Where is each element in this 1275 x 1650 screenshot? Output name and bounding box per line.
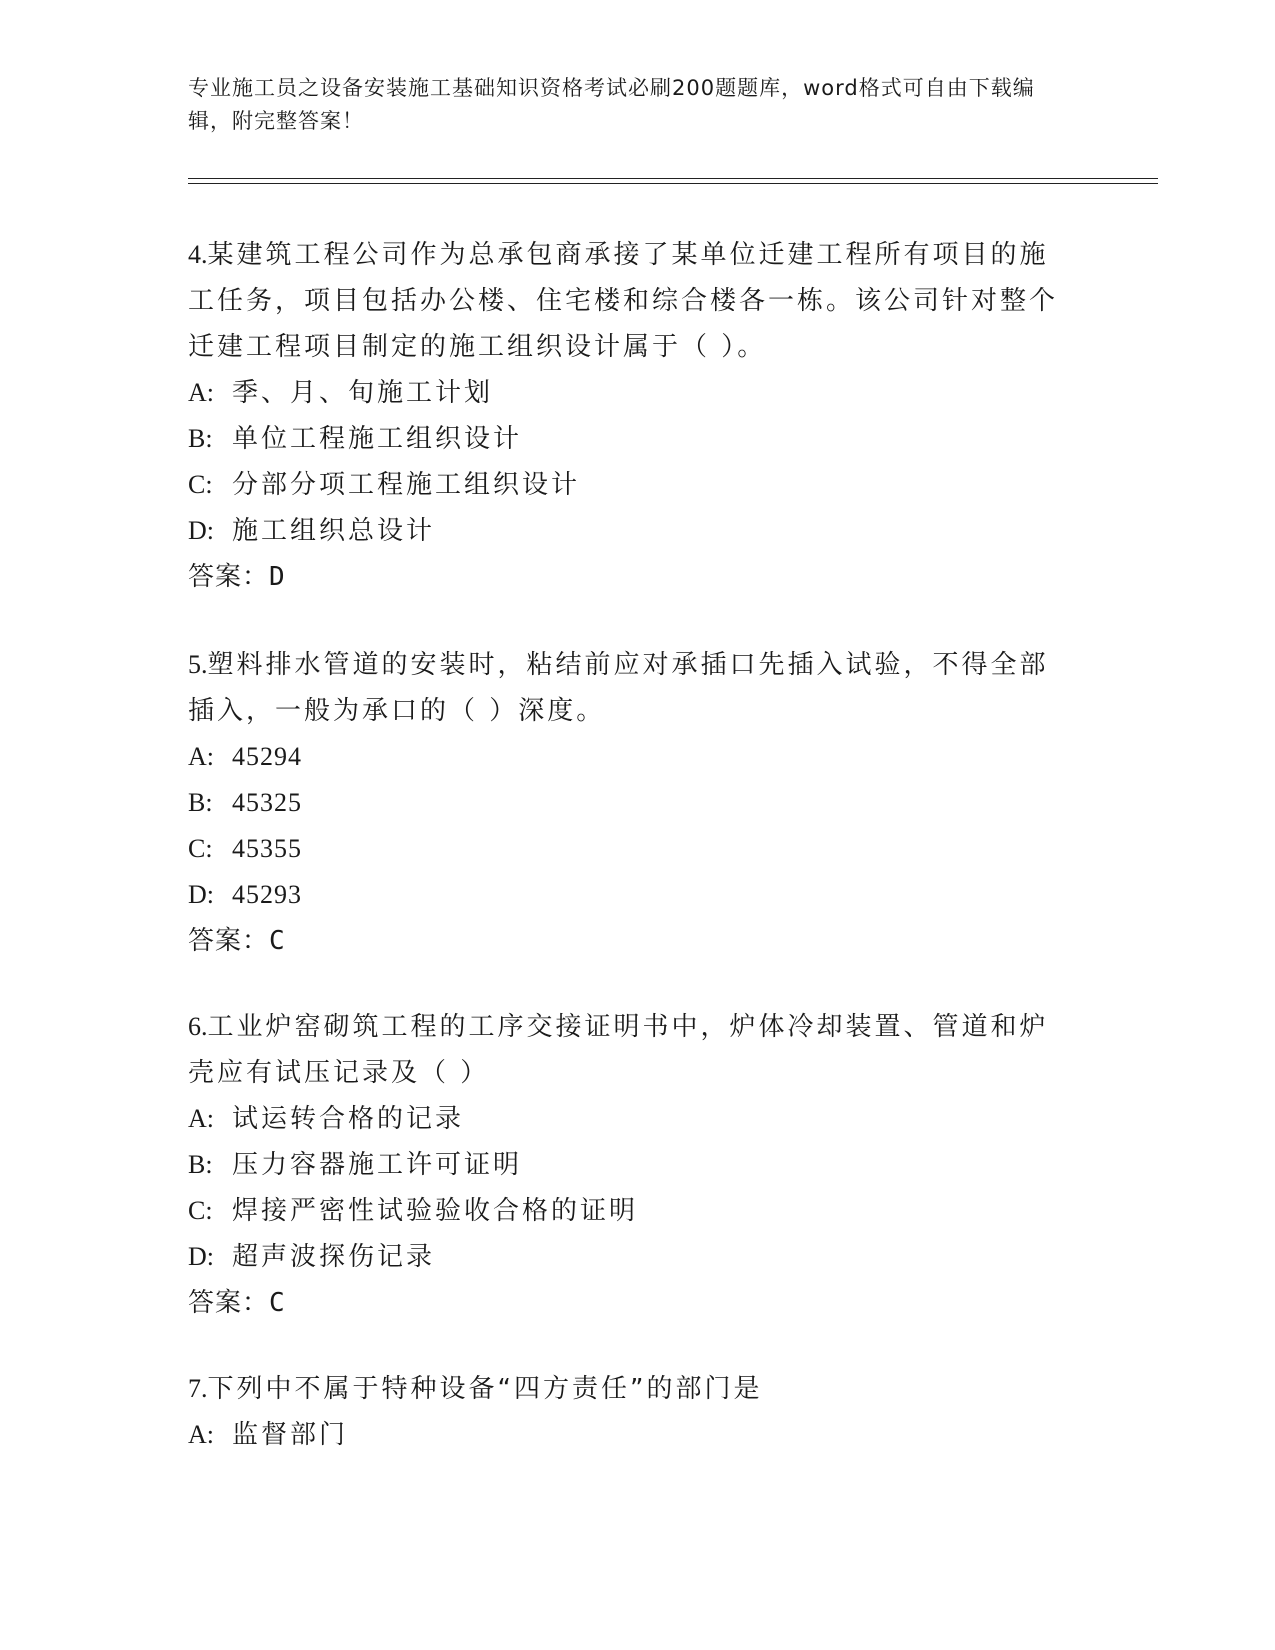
answer-value: D [269,562,286,592]
option-c [188,462,1068,508]
option-text: 焊接严密性试验验收合格的证明 [232,1196,639,1226]
header-divider-top [188,178,1158,179]
option-letter: A: [188,378,214,407]
question-text: 某建筑工程公司作为总承包商承接了某单位迁建工程所有项目的施工任务，项目包括办公楼、住宅楼和综合楼各一栋。该公司针对整个迁建工程项目制定的施工组织设计属于（ ）。 [188,240,1059,362]
option-d [188,1234,1068,1280]
question-6 [188,1004,1068,1326]
option-d [188,872,1068,918]
option-text: 45355 [232,834,302,863]
option-letter: C: [188,1196,213,1225]
question-number: 6. [188,1012,208,1041]
option-text: 45325 [232,788,302,817]
option-text: 季、月、旬施工计划 [232,378,494,408]
option-a [188,370,1068,416]
option-letter: B: [188,1150,213,1179]
option-a [188,1096,1068,1142]
option-c [188,826,1068,872]
question-text: 下列中不属于特种设备“四方责任”的部门是 [207,1374,763,1404]
option-text: 监督部门 [232,1420,349,1450]
document-header: 专业施工员之设备安装施工基础知识资格考试必刷200题题库，word格式可自由下载编辑，附完整答案！ [188,76,1035,133]
option-b [188,416,1068,462]
answer-label: 答案： [188,1288,270,1318]
question-stem [188,1366,1068,1412]
question-stem [188,642,1068,734]
option-text: 45293 [232,880,302,909]
option-a [188,1412,1068,1458]
option-c [188,1188,1068,1234]
option-letter: B: [188,788,213,817]
option-text: 45294 [232,742,302,771]
header-divider-bottom [188,183,1158,184]
answer-line [188,918,1068,964]
option-text: 施工组织总设计 [232,516,436,546]
answer-line [188,554,1068,600]
option-letter: B: [188,424,213,453]
option-b [188,1142,1068,1188]
option-letter: D: [188,516,214,545]
option-letter: A: [188,1104,214,1133]
question-text: 工业炉窑砌筑工程的工序交接证明书中，炉体冷却装置、管道和炉壳应有试压记录及（ ） [188,1012,1049,1088]
option-letter: C: [188,470,213,499]
question-text: 塑料排水管道的安装时，粘结前应对承插口先插入试验，不得全部插入，一般为承口的（ ）深度。 [188,650,1049,726]
option-letter: D: [188,880,214,909]
question-number: 7. [188,1374,208,1403]
question-5 [188,642,1068,964]
option-text: 试运转合格的记录 [232,1104,465,1134]
answer-line [188,1280,1068,1326]
option-text: 超声波探伤记录 [232,1242,436,1272]
answer-label: 答案： [188,926,270,956]
option-d [188,508,1068,554]
option-b [188,780,1068,826]
question-stem [188,232,1068,370]
option-letter: C: [188,834,213,863]
question-7 [188,1366,1068,1458]
answer-value: C [269,1288,286,1318]
option-letter: D: [188,1242,214,1271]
answer-label: 答案： [188,562,270,592]
option-letter: A: [188,742,214,771]
option-a [188,734,1068,780]
question-number: 4. [188,240,208,269]
option-letter: A: [188,1420,214,1449]
option-text: 单位工程施工组织设计 [232,424,523,454]
answer-value: C [269,926,286,956]
option-text: 压力容器施工许可证明 [232,1150,523,1180]
question-stem [188,1004,1068,1096]
option-text: 分部分项工程施工组织设计 [232,470,581,500]
question-4 [188,232,1068,600]
question-number: 5. [188,650,208,679]
